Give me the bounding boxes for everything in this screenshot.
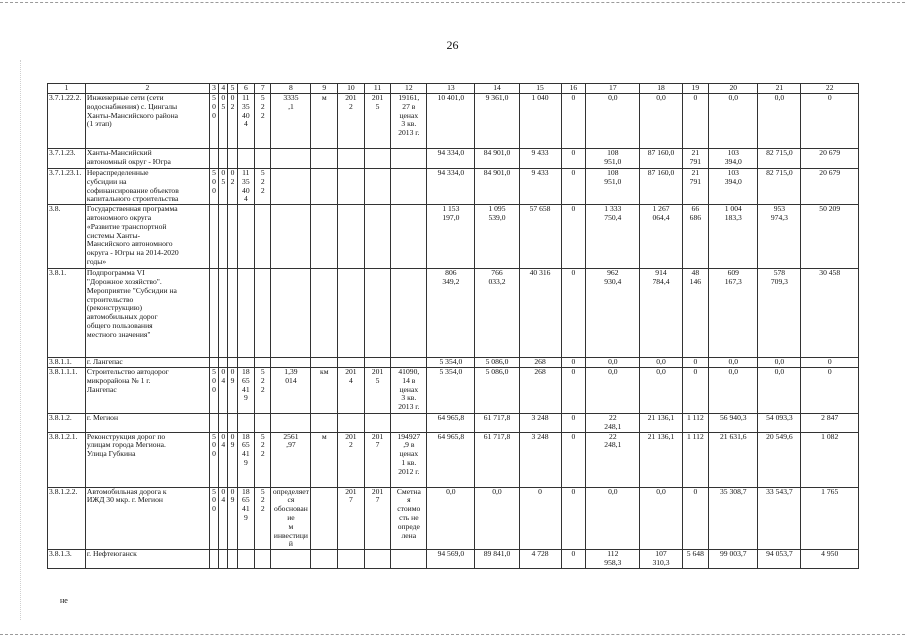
table-cell: 1 095 539,0	[475, 205, 519, 269]
row-code-cell: 3.8.1.1.1.	[48, 367, 86, 413]
header-cell: 18	[640, 84, 682, 94]
table-cell: определяется обоснование м инвестиций	[272, 487, 309, 549]
table-cell	[209, 413, 218, 432]
table-cell: 18 65 41 9	[237, 432, 254, 487]
table-cell	[237, 550, 254, 569]
table-cell	[219, 550, 228, 569]
table-cell: 0 5	[219, 94, 228, 149]
table-cell: 11 35 40 4	[237, 169, 254, 205]
table-cell	[209, 550, 218, 569]
table-cell	[228, 269, 237, 358]
table-cell: 9 433	[519, 169, 561, 205]
table-cell: 0 2	[228, 169, 237, 205]
table-header-row	[48, 84, 859, 94]
row-title-cell: Строительство автодорог микрорайона № 1 г. Лангепас	[85, 367, 209, 413]
table-cell	[219, 413, 228, 432]
table-cell: м	[311, 432, 338, 487]
table-cell: 5 086,0	[475, 367, 519, 413]
header-cell: 7	[255, 84, 271, 94]
table-cell	[364, 358, 391, 368]
table-cell: 5 0 0	[209, 94, 218, 149]
table-cell	[271, 358, 311, 368]
table-cell	[237, 413, 254, 432]
table-cell	[338, 413, 365, 432]
table-cell: 0	[561, 169, 586, 205]
table-cell	[271, 169, 311, 205]
header-cell: 16	[561, 84, 586, 94]
table-row	[48, 205, 859, 269]
table-cell: 5 2 2	[255, 487, 271, 550]
table-cell: 201 2	[338, 432, 365, 487]
table-cell: 3335 ,1	[271, 94, 311, 149]
row-code-cell: 3.8.1.	[48, 269, 86, 358]
table-cell	[271, 269, 311, 358]
table-cell: 0,0	[586, 487, 640, 550]
table-cell: 87 160,0	[640, 169, 682, 205]
table-cell	[311, 269, 338, 358]
table-cell: 5 354,0	[427, 367, 475, 413]
table-cell: 56 940,3	[709, 413, 758, 432]
table-cell: 0	[801, 94, 859, 149]
page-number: 26	[446, 38, 459, 52]
table-cell: 1 153 197,0	[427, 205, 475, 269]
table-cell	[271, 205, 311, 269]
table-cell: 0	[561, 432, 586, 487]
table-cell	[255, 149, 271, 169]
table-cell: 0	[561, 269, 586, 358]
table-cell: 54 093,3	[758, 413, 801, 432]
table-cell: 0	[682, 94, 709, 149]
table-cell: 0 2	[228, 94, 237, 149]
table-cell: 0,0	[640, 487, 682, 550]
table-cell: 0 4	[219, 367, 228, 413]
table-cell: 201 5	[364, 94, 391, 149]
table-cell: 914 784,4	[640, 269, 682, 358]
budget-table	[47, 83, 859, 569]
table-row	[48, 94, 859, 149]
table-cell: 0	[561, 149, 586, 169]
header-cell: 6	[237, 84, 254, 94]
table-cell: 84 901,0	[475, 169, 519, 205]
table-cell: 5 2 2	[255, 169, 271, 205]
table-cell: 0 9	[228, 367, 237, 413]
table-cell: 22 248,1	[586, 413, 640, 432]
row-code-cell: 3.8.1.2.2.	[48, 487, 86, 550]
table-cell: 578 709,3	[758, 269, 801, 358]
table-body	[48, 84, 859, 569]
row-title-cell: г. Мегион	[85, 413, 209, 432]
table-cell	[338, 358, 365, 368]
table-cell: 50 209	[801, 205, 859, 269]
table-cell: 5 0 0	[209, 169, 218, 205]
table-cell: 962 930,4	[586, 269, 640, 358]
header-cell: 5	[228, 84, 237, 94]
table-cell: 5 086,0	[475, 358, 519, 368]
table-cell: 18 65 41 9	[237, 487, 254, 550]
table-cell: 0	[561, 487, 586, 550]
table-cell	[209, 269, 218, 358]
table-cell: 30 458	[801, 269, 859, 358]
table-cell: 766 033,2	[475, 269, 519, 358]
table-cell	[391, 413, 427, 432]
header-cell: 12	[391, 84, 427, 94]
header-cell: 9	[311, 84, 338, 94]
table-cell: 21 136,1	[640, 432, 682, 487]
table-cell: 87 160,0	[640, 149, 682, 169]
table-cell: 0,0	[586, 358, 640, 368]
table-cell: 108 951,0	[586, 169, 640, 205]
table-cell: 0,0	[758, 358, 801, 368]
table-cell: 953 974,3	[758, 205, 801, 269]
header-cell: 21	[758, 84, 801, 94]
table-cell: 9 361,0	[475, 94, 519, 149]
table-cell	[237, 205, 254, 269]
table-row	[48, 149, 859, 169]
table-cell: 94 334,0	[427, 149, 475, 169]
table-cell: 48 146	[682, 269, 709, 358]
row-title-cell: Инженерные сети (сети водоснабжения) с. Цингалы Ханты-Мансийского района (1 этап)	[85, 94, 209, 149]
row-title-cell: Ханты-Мансийский автономный округ - Югра	[85, 149, 209, 169]
table-cell: 20 549,6	[758, 432, 801, 487]
table-cell: 806 349,2	[427, 269, 475, 358]
table-cell	[219, 205, 228, 269]
table-row	[48, 550, 859, 569]
table-cell: 0	[561, 205, 586, 269]
table-cell: 89 841,0	[475, 550, 519, 569]
table-cell: 22 248,1	[586, 432, 640, 487]
row-code-cell: 3.8.1.1.	[48, 358, 86, 368]
table-cell: 4 728	[519, 550, 561, 569]
table-cell: 21 791	[682, 169, 709, 205]
table-cell: 5 2 2	[255, 94, 271, 149]
table-cell: 1,39 014	[271, 367, 311, 413]
table-cell: 609 167,3	[709, 269, 758, 358]
table-cell: м	[311, 94, 338, 149]
row-title-cell: г. Нефтеюганск	[85, 550, 209, 569]
table-cell: 1 267 064,4	[640, 205, 682, 269]
table-cell	[338, 550, 365, 569]
scan-bottom-edge	[0, 634, 905, 635]
row-title-cell: Автомобильная дорога к ИЖД 30 мкр. г. Мегион	[85, 487, 209, 550]
table-cell	[209, 205, 218, 269]
table-cell: 0	[801, 358, 859, 368]
table-cell: 0,0	[427, 487, 475, 550]
table-cell: 0,0	[475, 487, 519, 550]
table-cell: 0 9	[228, 487, 237, 550]
table-cell: 21 136,1	[640, 413, 682, 432]
table-cell: 94 053,7	[758, 550, 801, 569]
table-cell	[311, 205, 338, 269]
table-cell: 5 0 0	[209, 432, 218, 487]
table-cell	[311, 358, 338, 368]
table-cell	[255, 205, 271, 269]
row-code-cell: 3.8.1.3.	[48, 550, 86, 569]
table-cell	[209, 149, 218, 169]
table-cell	[255, 269, 271, 358]
table-cell: 19161, 27 в ценах 3 кв. 2013 г.	[391, 94, 427, 149]
row-code-cell: 3.8.1.2.	[48, 413, 86, 432]
header-cell: 1	[48, 84, 86, 94]
table-cell: 21 791	[682, 149, 709, 169]
table-cell	[209, 358, 218, 368]
table-cell: 61 717,8	[475, 432, 519, 487]
table-cell: 94 334,0	[427, 169, 475, 205]
header-cell: 13	[427, 84, 475, 94]
table-cell: 0	[682, 367, 709, 413]
table-cell: 1 112	[682, 413, 709, 432]
table-cell: 201 7	[338, 487, 365, 550]
table-cell: 0 5	[219, 169, 228, 205]
table-cell: 0,0	[640, 367, 682, 413]
table-cell	[271, 413, 311, 432]
table-cell: 3 248	[519, 413, 561, 432]
table-cell: 268	[519, 358, 561, 368]
table-cell	[391, 169, 427, 205]
table-cell: 268	[519, 367, 561, 413]
table-cell: 40 316	[519, 269, 561, 358]
table-cell: 1 765	[801, 487, 859, 550]
header-cell: 8	[271, 84, 311, 94]
header-cell: 2	[85, 84, 209, 94]
table-cell	[364, 269, 391, 358]
table-cell: 5 0 0	[209, 367, 218, 413]
table-cell: 82 715,0	[758, 169, 801, 205]
table-cell: 0	[561, 94, 586, 149]
scan-left-edge	[20, 60, 21, 620]
table-cell	[228, 205, 237, 269]
table-cell: 18 65 41 9	[237, 367, 254, 413]
table-cell: 201 7	[364, 487, 391, 550]
table-cell: 0	[561, 413, 586, 432]
row-title-cell: Государственная программа автономного округа «Развитие транспортной системы Ханты- Мансийского автономного округа - Югры на 2014-2020 годы»	[85, 205, 209, 269]
table-cell	[391, 149, 427, 169]
table-cell	[338, 269, 365, 358]
table-cell	[228, 413, 237, 432]
table-row	[48, 169, 859, 205]
row-title-cell: Нераспределенные субсидии на софинансирование объектов капитального строительства	[85, 169, 209, 205]
table-cell	[364, 413, 391, 432]
table-cell	[311, 169, 338, 205]
table-cell: 57 658	[519, 205, 561, 269]
table-cell	[228, 358, 237, 368]
table-cell: 0,0	[640, 94, 682, 149]
header-cell: 14	[475, 84, 519, 94]
table-cell: 201 7	[364, 432, 391, 487]
table-cell	[311, 149, 338, 169]
table-cell: 0,0	[758, 94, 801, 149]
table-cell	[219, 269, 228, 358]
table-cell: 0,0	[758, 367, 801, 413]
scan-top-edge	[0, 2, 905, 3]
table-cell: км	[311, 367, 338, 413]
table-cell	[338, 169, 365, 205]
table-cell: 0	[682, 487, 709, 550]
table-cell: 35 308,7	[709, 487, 758, 550]
header-cell: 10	[338, 84, 365, 94]
table-cell: 1 333 750,4	[586, 205, 640, 269]
table-cell: 0	[682, 358, 709, 368]
table-cell: 0,0	[709, 94, 758, 149]
table-cell: 99 003,7	[709, 550, 758, 569]
header-cell: 17	[586, 84, 640, 94]
table-cell: 0 9	[228, 432, 237, 487]
table-row	[48, 413, 859, 432]
table-cell: 201 5	[364, 367, 391, 413]
table-cell: 21 631,6	[709, 432, 758, 487]
table-cell: 0,0	[586, 94, 640, 149]
table-cell	[364, 205, 391, 269]
table-row	[48, 487, 859, 550]
table-cell: 4 950	[801, 550, 859, 569]
table-cell: 33 543,7	[758, 487, 801, 550]
table-cell: 5 2 2	[255, 432, 271, 487]
footer-mark: не	[60, 596, 68, 605]
table-cell: 94 569,0	[427, 550, 475, 569]
header-cell: 3	[209, 84, 218, 94]
table-cell: 1 082	[801, 432, 859, 487]
table-cell: 201 2	[338, 94, 365, 149]
table-cell: 41090, 14 в ценах 3 кв. 2013 г.	[391, 367, 427, 413]
table-cell: 0,0	[586, 367, 640, 413]
table-cell: 64 965,8	[427, 432, 475, 487]
header-cell: 22	[801, 84, 859, 94]
row-title-cell: г. Лангепас	[85, 358, 209, 368]
table-cell: 5 0 0	[209, 487, 218, 550]
table-cell	[219, 358, 228, 368]
table-cell: 0 4	[219, 432, 228, 487]
table-row	[48, 432, 859, 487]
table-cell	[311, 487, 338, 550]
table-cell	[255, 358, 271, 368]
table-cell: 107 310,3	[640, 550, 682, 569]
table-cell: 201 4	[338, 367, 365, 413]
row-title-cell: Подпрограмма VI "Дорожное хозяйство". Мероприятие "Субсидии на строительство (реконструкцию) автомобильных дорог общего пользования местного значения"	[85, 269, 209, 358]
table-cell: 0	[561, 367, 586, 413]
row-code-cell: 3.8.1.2.1.	[48, 432, 86, 487]
table-cell: 5 648	[682, 550, 709, 569]
table-cell	[237, 358, 254, 368]
table-cell: 5 2 2	[255, 367, 271, 413]
row-code-cell: 3.7.1.23.1.	[48, 169, 86, 205]
table-cell: 82 715,0	[758, 149, 801, 169]
table-cell	[391, 269, 427, 358]
table-cell: 0 4	[219, 487, 228, 550]
table-cell	[255, 413, 271, 432]
table-cell	[219, 149, 228, 169]
table-cell: 61 717,8	[475, 413, 519, 432]
table-cell: 3 248	[519, 432, 561, 487]
table-cell	[271, 550, 311, 569]
header-cell: 19	[682, 84, 709, 94]
table-cell	[364, 149, 391, 169]
row-code-cell: 3.8.	[48, 205, 86, 269]
table-cell: 2 847	[801, 413, 859, 432]
table-cell: 2561 ,97	[271, 432, 311, 487]
table-cell	[311, 413, 338, 432]
table-cell	[338, 205, 365, 269]
table-cell: 0	[519, 487, 561, 550]
row-code-cell: 3.7.1.22.2.	[48, 94, 86, 149]
table-cell	[228, 149, 237, 169]
table-cell: Сметна я стоимо сть не опреде лена	[391, 487, 427, 550]
row-title-cell: Реконструкция дорог по улицам города Мегиона. Улица Губкина	[85, 432, 209, 487]
table-cell	[364, 550, 391, 569]
table-cell: 0,0	[709, 358, 758, 368]
table-cell: 103 394,0	[709, 169, 758, 205]
table-cell: 0	[801, 367, 859, 413]
table-cell	[255, 550, 271, 569]
table-cell	[237, 149, 254, 169]
header-cell: 4	[219, 84, 228, 94]
table-cell: 0,0	[640, 358, 682, 368]
table-cell	[391, 358, 427, 368]
table-cell: 10 401,0	[427, 94, 475, 149]
table-cell: 1 004 183,3	[709, 205, 758, 269]
table-cell: 1 112	[682, 432, 709, 487]
table-cell: 11 35 40 4	[237, 94, 254, 149]
table-cell	[364, 169, 391, 205]
table-cell: 20 679	[801, 169, 859, 205]
table-cell: 1 040	[519, 94, 561, 149]
table-cell: 194927 ,9 в ценах 1 кв. 2012 г.	[391, 432, 427, 487]
header-cell: 11	[364, 84, 391, 94]
table-cell: 0,0	[709, 367, 758, 413]
table-cell: 0	[561, 550, 586, 569]
header-cell: 15	[519, 84, 561, 94]
table-row	[48, 269, 859, 358]
table-cell: 112 958,3	[586, 550, 640, 569]
table-cell: 103 394,0	[709, 149, 758, 169]
table-cell	[391, 205, 427, 269]
table-cell	[338, 149, 365, 169]
table-cell: 66 686	[682, 205, 709, 269]
table-cell: 108 951,0	[586, 149, 640, 169]
table-cell: 5 354,0	[427, 358, 475, 368]
table-cell: 9 433	[519, 149, 561, 169]
table-cell: 84 901,0	[475, 149, 519, 169]
table-cell: 20 679	[801, 149, 859, 169]
table-row	[48, 358, 859, 368]
table-cell	[311, 550, 338, 569]
row-code-cell: 3.7.1.23.	[48, 149, 86, 169]
table-cell: 64 965,8	[427, 413, 475, 432]
table-cell	[391, 550, 427, 569]
table-cell	[271, 149, 311, 169]
table-cell: 0	[561, 358, 586, 368]
table-row	[48, 367, 859, 413]
table-cell	[237, 269, 254, 358]
table-cell	[228, 550, 237, 569]
header-cell: 20	[709, 84, 758, 94]
